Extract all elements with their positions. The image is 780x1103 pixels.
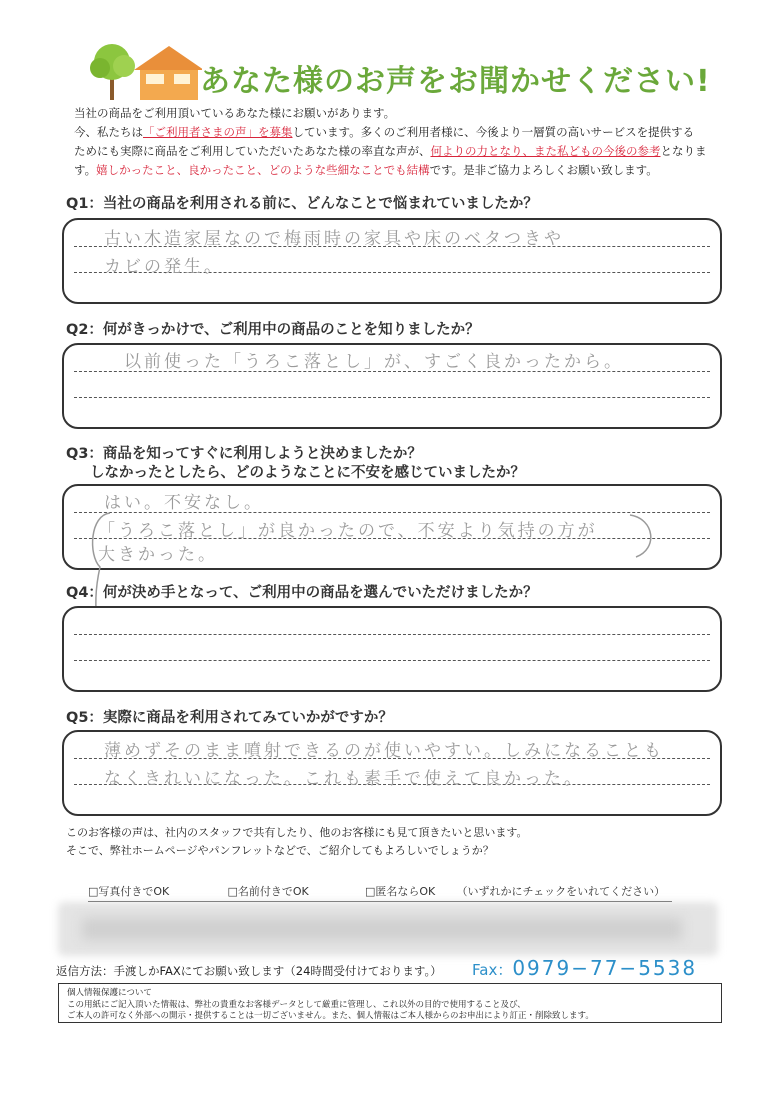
answer-box-q5[interactable] bbox=[62, 730, 722, 816]
handwritten-answer: 大きかった。 bbox=[98, 545, 218, 565]
checkbox-photo-ok[interactable]: □写真付きでOK bbox=[88, 885, 170, 898]
handwritten-answer: 「うろこ落とし」が良かったので、不安より気持の方が bbox=[98, 521, 598, 541]
privacy-title: 個人情報保護について bbox=[67, 988, 152, 998]
intro-line: す。嬉しかったこと、良かったこと、どのような些細なことでも結構です。是非ご協力よろしくお願い致します。 bbox=[74, 163, 658, 177]
question-5-label: Q5：実際に商品を利用されてみていかがですか？ bbox=[66, 710, 393, 726]
intro-line: ためにも実際に商品をご利用していただいたあなた様の率直な声が、何よりの力となり、また私どもの今後の参考となりま bbox=[74, 144, 707, 158]
checkbox-note: （いずれかにチェックをいれてください） bbox=[456, 885, 666, 898]
intro-line: 今、私たちは「ご利用者さまの声」を募集しています。多くのご利用者様に、今後より一層質の高いサービスを提供する bbox=[74, 125, 695, 139]
handwritten-answer: 古い木造家屋なので梅雨時の家具や床のベタつきや bbox=[104, 229, 564, 249]
privacy-line: ご本人の許可なく外部への開示・提供することは一切ございません。また、個人情報はご本人様からのお申出により訂正・削除致します。 bbox=[67, 1011, 594, 1021]
handwritten-answer: なくきれいになった。これも素手で使えて良かった。 bbox=[104, 769, 584, 789]
intro-text bbox=[74, 104, 724, 180]
question-3-label-sub: しなかったとしたら、どのようなことに不安を感じていましたか？ bbox=[90, 465, 525, 481]
question-1-label: Q1：当社の商品を利用される前に、どんなことで悩まれていましたか？ bbox=[66, 196, 538, 212]
handwritten-answer: はい。不安なし。 bbox=[104, 493, 264, 513]
checkbox-anonymous-ok[interactable]: □匿名ならOK bbox=[365, 885, 436, 898]
answer-box-q2[interactable] bbox=[62, 343, 722, 429]
question-4-label: Q4：何が決め手となって、ご利用中の商品を選んでいただけましたか？ bbox=[66, 585, 538, 601]
answer-box-q1[interactable] bbox=[62, 218, 722, 304]
page-title: あなた様のお声をお聞かせください! bbox=[200, 64, 711, 99]
consent-line: このお客様の声は、社内のスタッフで共有したり、他のお客様にも見て頂きたいと思います。 bbox=[66, 826, 528, 839]
handwritten-answer: カビの発生。 bbox=[104, 257, 224, 277]
redacted-personal-info-detail bbox=[82, 918, 682, 940]
answer-box-q4[interactable] bbox=[62, 606, 722, 692]
privacy-line: この用紙にご記入頂いた情報は、弊社の貴重なお客様データとして厳重に管理し、これ以外の目的で使用すること及び、 bbox=[67, 999, 526, 1010]
return-method-text: 返信方法：手渡しかFAXにてお願い致します（24時間受付けております。） bbox=[56, 964, 442, 978]
checkbox-name-ok[interactable]: □名前付きでOK bbox=[227, 885, 309, 898]
question-2-label: Q2：何がきっかけで、ご利用中の商品のことを知りましたか？ bbox=[66, 322, 480, 338]
privacy-notice bbox=[58, 983, 722, 1023]
handwritten-answer: 薄めずそのまま噴射できるのが使いやすい。しみになることも bbox=[104, 741, 664, 761]
consent-text bbox=[66, 824, 527, 860]
consent-line: そこで、弊社ホームページやパンフレットなどで、ご紹介してもよろしいでしょうか？ bbox=[66, 844, 494, 857]
company-logo bbox=[82, 40, 202, 102]
question-3-label: Q3：商品を知ってすぐに利用しようと決めましたか？ bbox=[66, 446, 422, 462]
fax-number: Fax：0979−77−5538 bbox=[472, 956, 698, 980]
consent-options bbox=[88, 883, 672, 902]
intro-line: 当社の商品をご利用頂いているあなた様にお願いがあります。 bbox=[74, 106, 396, 120]
handwritten-answer: 以前使った「うろこ落とし」が、すごく良かったから。 bbox=[124, 352, 624, 372]
